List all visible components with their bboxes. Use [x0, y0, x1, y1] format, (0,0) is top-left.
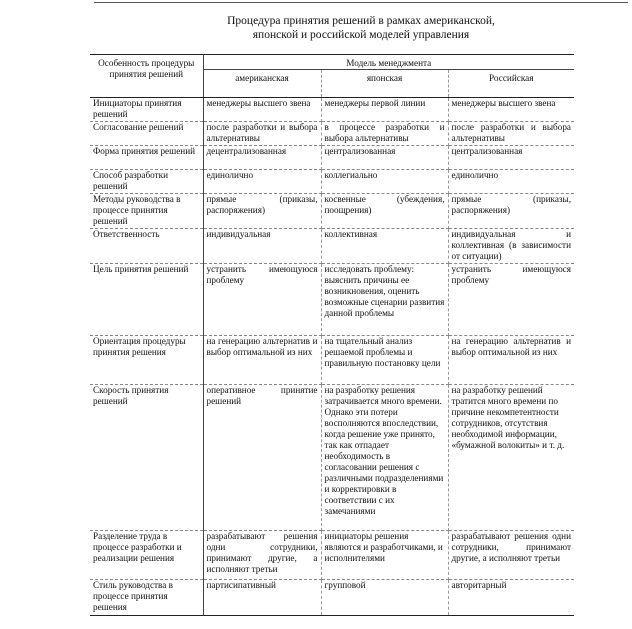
cell-american: единолично — [203, 170, 321, 194]
row-feature: Разделение труда в процессе разработки и реализации решения — [90, 531, 203, 580]
cell-american: после разработки и выбора альтернативы — [203, 122, 321, 146]
table-row — [90, 98, 574, 122]
cell-american: на генерацию альтернатив и выбор оптимальной из них — [203, 336, 321, 385]
cell-russian: централизованная — [448, 146, 574, 170]
row-feature: Ответственность — [90, 229, 203, 264]
header-feature: Особенность процедуры принятия решений — [90, 55, 203, 98]
cell-russian: индивидуальная и коллективная (в зависимости от ситуации) — [448, 229, 574, 264]
cell-american: разрабатывают решения одни сотрудники, принимают другие, а исполняют третьи — [203, 531, 321, 580]
cell-russian: прямые (приказы, распоряжения) — [448, 194, 574, 229]
cell-japanese: на тщательный анализ решаемой проблемы и правильную постановку цели — [321, 336, 448, 385]
table-row — [90, 385, 574, 531]
row-feature: Согласование решений — [90, 122, 203, 146]
cell-japanese: косвенные (убеждения, поощрения) — [321, 194, 448, 229]
table-row — [90, 336, 574, 385]
cell-japanese: коллективная — [321, 229, 448, 264]
table-row — [90, 264, 574, 336]
cell-russian: единолично — [448, 170, 574, 194]
table-row — [90, 122, 574, 146]
row-feature: Способ разработки решений — [90, 170, 203, 194]
cell-american: децентрализованная — [203, 146, 321, 170]
table-caption — [94, 14, 628, 42]
table-body — [90, 98, 574, 616]
header-model-group: Модель менеджмента — [203, 55, 574, 70]
table-row — [90, 194, 574, 229]
cell-american: индивидуальная — [203, 229, 321, 264]
row-feature: Скорость принятия решений — [90, 385, 203, 531]
cell-japanese: на разработку решения затрачивается много времени. Однако эти потери восполняются впоследствии, когда решение уже принято, так как отпадает необходимость в согласовании решения с различными подразделениями и корректировки в соответствии с их замечаниями — [321, 385, 448, 531]
cell-japanese: групповой — [321, 580, 448, 616]
row-feature: Ориентация процедуры принятия решения — [90, 336, 203, 385]
caption-line-2: японской и российской моделей управления — [252, 29, 470, 41]
cell-american: устранить имеющуюся проблему — [203, 264, 321, 336]
cell-russian: после разработки и выбора альтернативы — [448, 122, 574, 146]
cell-russian: разрабатывают решения одни сотрудники, принимают другие, а исполняют третьи — [448, 531, 574, 580]
comparison-table — [90, 54, 574, 616]
row-feature: Инициаторы принятия решений — [90, 98, 203, 122]
table-row — [90, 229, 574, 264]
cell-japanese: исследовать проблему: выяснить причины ее возникновения, оценить возможные сценарии развития данной проблемы — [321, 264, 448, 336]
header-american: американская — [203, 70, 321, 98]
cell-american: менеджеры высшего звена — [203, 98, 321, 122]
row-feature: Методы руководства в процессе принятия решений — [90, 194, 203, 229]
cell-japanese: коллегиально — [321, 170, 448, 194]
table-row — [90, 146, 574, 170]
cell-russian: устранить имеющуюся проблему — [448, 264, 574, 336]
cell-russian: менеджеры высшего звена — [448, 98, 574, 122]
header-japanese: японская — [321, 70, 448, 98]
cell-japanese: централизованная — [321, 146, 448, 170]
header-russian: Российская — [448, 70, 574, 98]
cell-japanese: инициаторы решения являются и разработчиками, и исполнителями — [321, 531, 448, 580]
cell-american: партисипативный — [203, 580, 321, 616]
cell-japanese: в процессе разработки и выбора альтернативы — [321, 122, 448, 146]
table-row — [90, 170, 574, 194]
cell-japanese: менеджеры первой линии — [321, 98, 448, 122]
row-feature: Стиль руководства в процессе принятия решения — [90, 580, 203, 616]
table-row — [90, 531, 574, 580]
top-rule — [94, 2, 628, 3]
cell-russian: авторитарный — [448, 580, 574, 616]
table-row — [90, 580, 574, 616]
cell-american: оперативное принятие решений — [203, 385, 321, 531]
row-feature: Форма принятия решений — [90, 146, 203, 170]
caption-line-1: Процедура принятия решений в рамках американской, — [227, 15, 495, 27]
cell-russian: на разработку решений тратится много времени по причине некомпетентности сотрудников, отсутствия необходимой информации, «бумажной волокиты» и т. д. — [448, 385, 574, 531]
row-feature: Цель принятия решений — [90, 264, 203, 336]
cell-russian: на генерацию альтернатив и выбор оптимальной из них — [448, 336, 574, 385]
cell-american: прямые (приказы, распоряжения) — [203, 194, 321, 229]
